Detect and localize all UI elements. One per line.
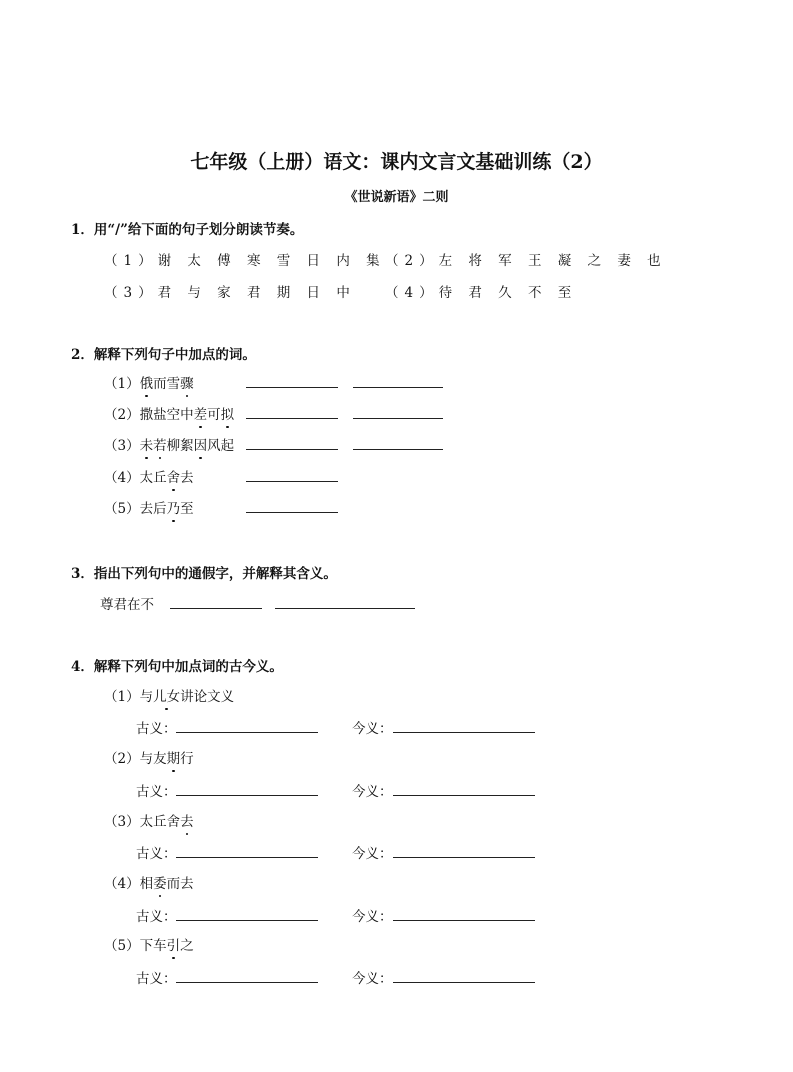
q3-heading: 3．指出下列句中的通假字，并解释其含义。 <box>71 566 337 582</box>
q4-gu-blank-5[interactable] <box>176 982 318 983</box>
q2-blank-3a[interactable] <box>246 449 338 450</box>
q4-jin-blank-3[interactable] <box>393 857 535 858</box>
q4-gu-blank-4[interactable] <box>176 920 318 921</box>
q1-item-3: （3）君 与 家 君 期 日 中 <box>104 285 356 301</box>
q3-blank-meaning[interactable] <box>275 608 415 609</box>
q2-blank-2a[interactable] <box>246 418 338 419</box>
q4-item-5: （5）下车引之 <box>104 934 194 954</box>
q2-heading: 2．解释下列句子中加点的词。 <box>71 347 256 363</box>
q4-jin-label-2: 今义： <box>352 784 393 800</box>
q4-gu-label-4: 古义： <box>136 909 177 925</box>
q4-jin-blank-2[interactable] <box>393 795 535 796</box>
q4-jin-blank-1[interactable] <box>393 732 535 733</box>
q1-heading: 1．用“/”给下面的句子划分朗读节奏。 <box>71 222 304 238</box>
q4-item-3: （3）太丘舍去 <box>104 810 194 830</box>
dotted-char: 儿女 <box>153 685 180 705</box>
q2-item-1: （1）俄而雪骤 <box>104 372 194 392</box>
q4-gu-label-1: 古义： <box>136 721 177 737</box>
q1-item-2: （2）左 将 军 王 凝 之 妻 也 <box>385 253 667 269</box>
q4-jin-label-3: 今义： <box>352 846 393 862</box>
q4-gu-blank-3[interactable] <box>176 857 318 858</box>
q2-item-2: （2）撒盐空中差可拟 <box>104 403 234 423</box>
q1-item-4: （4）待 君 久 不 至 <box>385 285 578 301</box>
q2-blank-3b[interactable] <box>353 449 443 450</box>
q2-blank-5[interactable] <box>246 512 338 513</box>
dotted-char: 因 <box>194 434 208 454</box>
q2-blank-4[interactable] <box>246 481 338 482</box>
q4-jin-blank-4[interactable] <box>393 920 535 921</box>
dotted-char: 未 <box>140 434 154 454</box>
dotted-char: 拟 <box>221 403 235 423</box>
dotted-char: 委 <box>153 872 167 892</box>
q2-item-3: （3）未若柳絮因风起 <box>104 434 234 454</box>
q2-blank-1a[interactable] <box>246 387 338 388</box>
dotted-char: 若 <box>153 434 167 454</box>
q4-gu-blank-2[interactable] <box>176 795 318 796</box>
dotted-char: 引 <box>167 934 181 954</box>
q4-gu-label-5: 古义： <box>136 971 177 987</box>
q4-jin-blank-5[interactable] <box>393 982 535 983</box>
q2-blank-2b[interactable] <box>353 418 443 419</box>
q4-gu-label-3: 古义： <box>136 846 177 862</box>
q4-gu-blank-1[interactable] <box>176 732 318 733</box>
q2-item-5: （5）去后乃至 <box>104 497 194 517</box>
q4-item-4: （4）相委而去 <box>104 872 194 892</box>
q4-heading: 4．解释下列句中加点词的古今义。 <box>71 659 283 675</box>
q2-item-4: （4）太丘舍去 <box>104 466 194 486</box>
q4-jin-label-1: 今义： <box>352 721 393 737</box>
dotted-char: 期 <box>167 747 181 767</box>
dotted-char: 差 <box>194 403 208 423</box>
q4-item-1: （1）与儿女讲论文义 <box>104 685 234 705</box>
q4-item-2: （2）与友期行 <box>104 747 194 767</box>
dotted-char: 骤 <box>180 372 194 392</box>
q3-sentence: 尊君在不 <box>100 597 154 613</box>
page-subtitle: 《世说新语》二则 <box>344 190 449 205</box>
dotted-char: 舍 <box>167 466 181 486</box>
q4-jin-label-5: 今义： <box>352 971 393 987</box>
q4-gu-label-2: 古义： <box>136 784 177 800</box>
q2-blank-1b[interactable] <box>353 387 443 388</box>
q1-item-1: （1）谢 太 傅 寒 雪 日 内 集 <box>104 253 386 269</box>
dotted-char: 去 <box>180 810 194 830</box>
dotted-char: 俄 <box>140 372 154 392</box>
page-title: 七年级（上册）语文：课内文言文基础训练（2） <box>190 151 603 173</box>
dotted-char: 乃 <box>167 497 181 517</box>
q4-jin-label-4: 今义： <box>352 909 393 925</box>
q3-blank-char[interactable] <box>170 608 262 609</box>
